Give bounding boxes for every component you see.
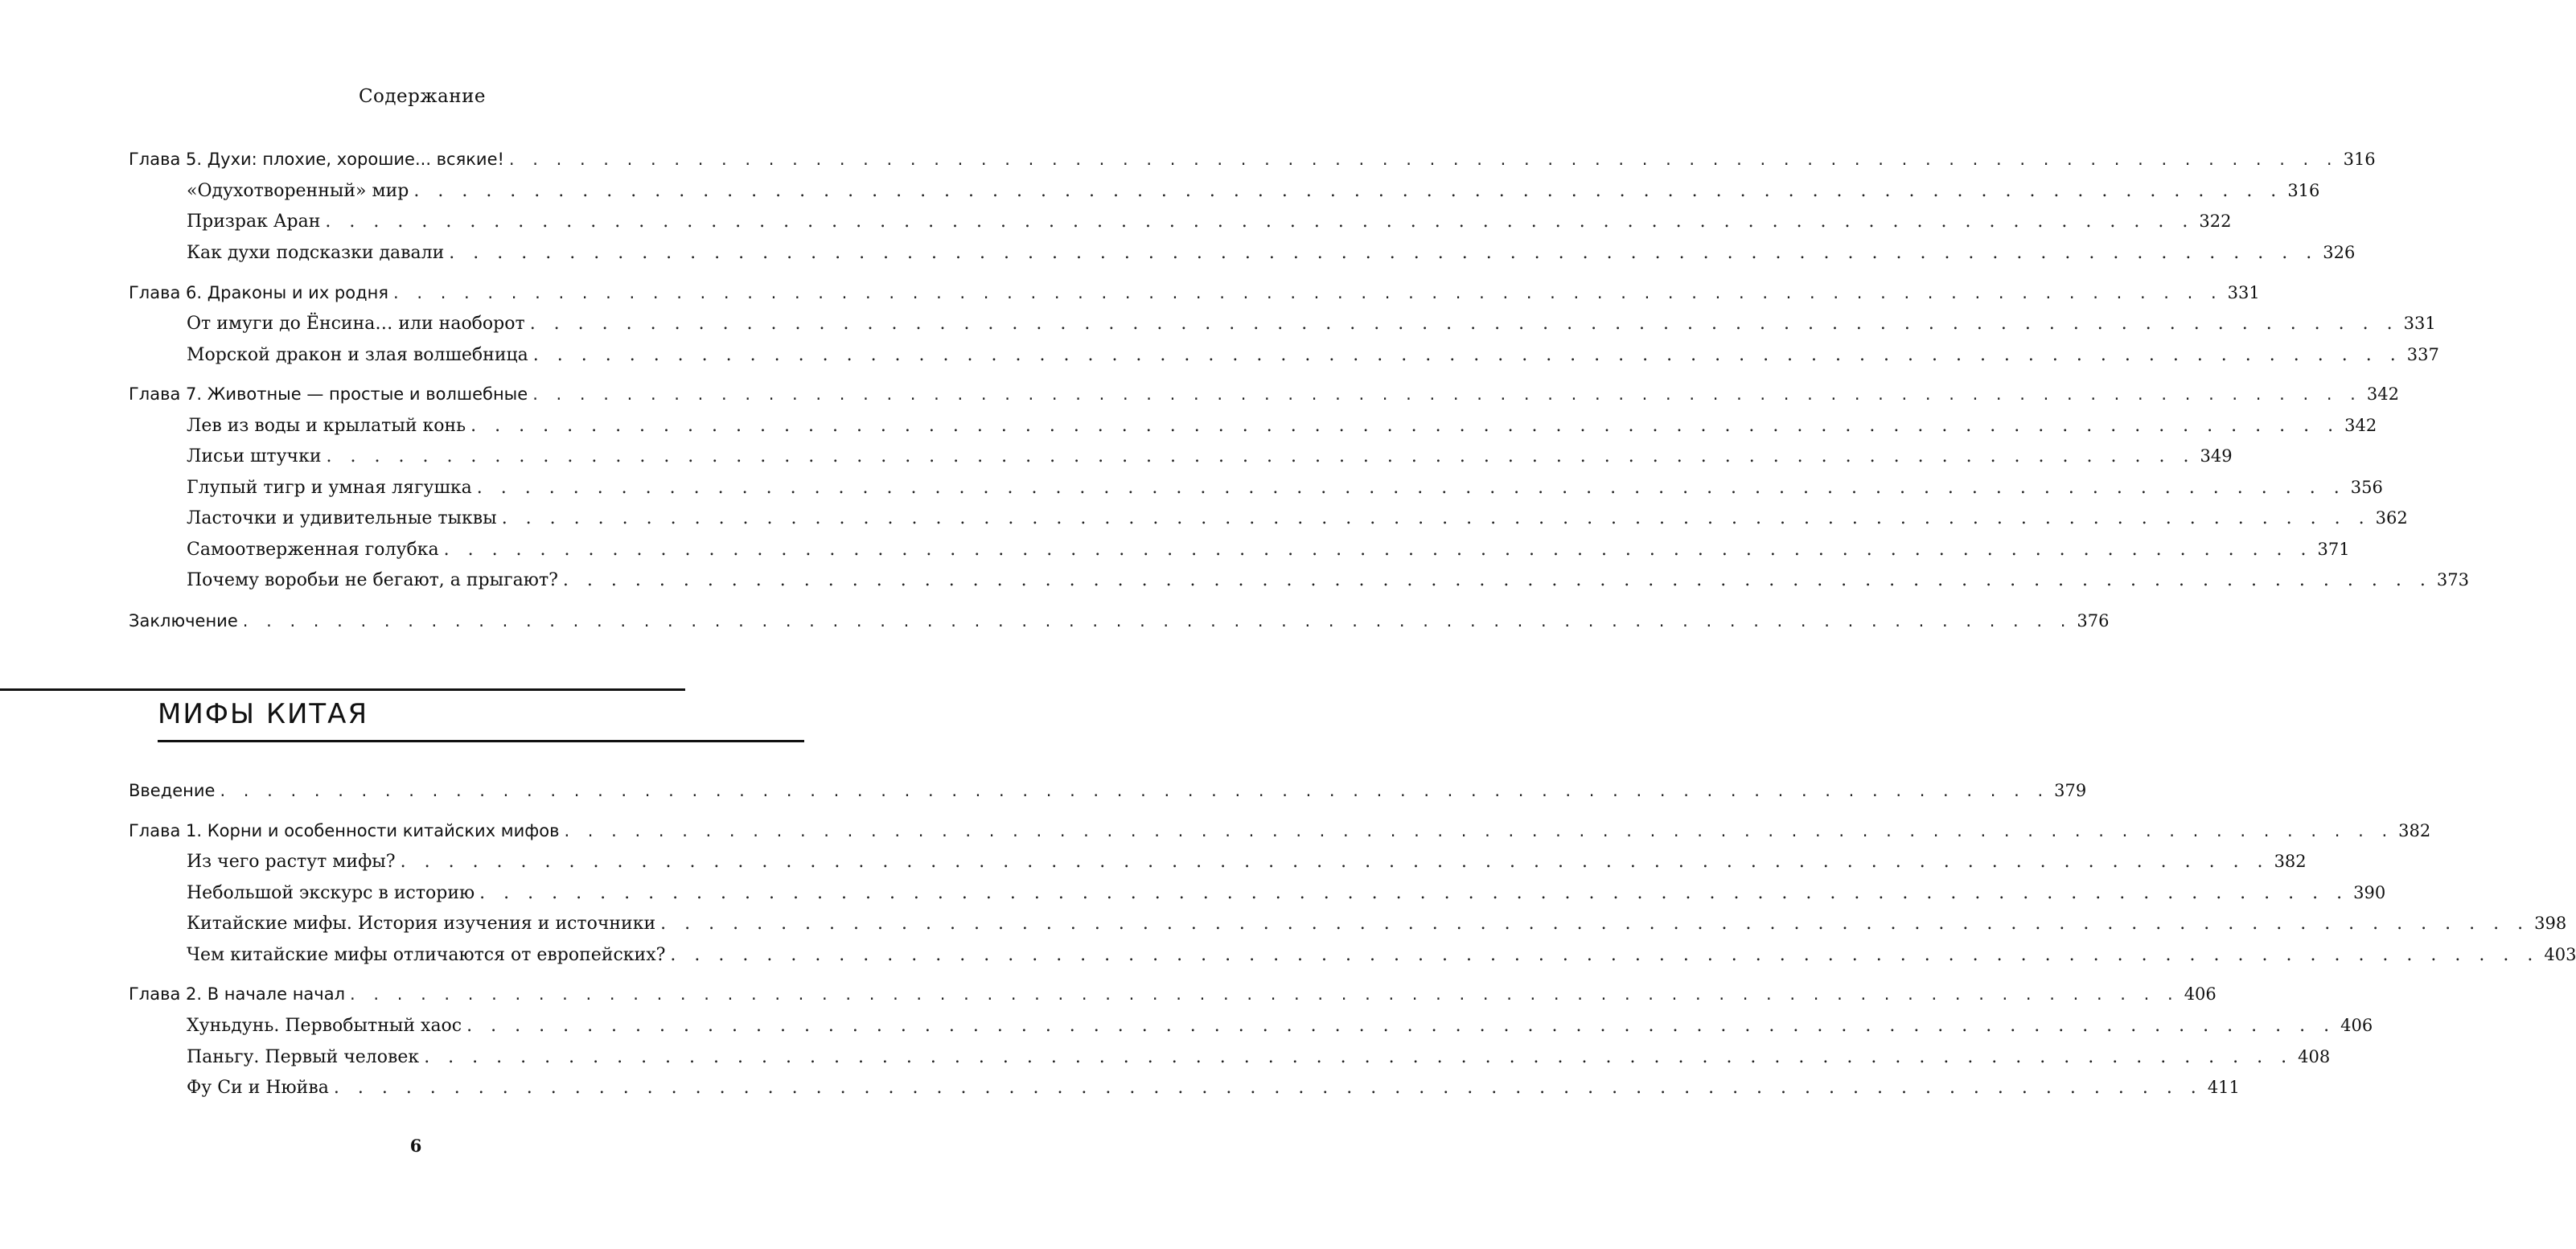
toc-entry-section[interactable]: [129, 570, 2469, 594]
toc-entry-title: Небольшой экскурс в историю: [187, 883, 475, 903]
running-head: Содержание: [358, 86, 487, 107]
dot-leader: [350, 984, 2180, 1004]
toc-entry-page: 349: [2200, 446, 2233, 466]
dot-leader: [413, 181, 2282, 201]
toc-entry-title: Чем китайские мифы отличаются от европейских?: [187, 945, 666, 965]
toc-entry-page: 316: [2287, 181, 2320, 200]
dot-leader: [401, 852, 2270, 872]
toc-entry-page: 342: [2366, 384, 2399, 404]
toc-entry-page: 371: [2317, 540, 2350, 559]
toc-entry-section[interactable]: [129, 945, 2576, 969]
toc-entry-title: Из чего растут мифы?: [187, 852, 396, 872]
toc-entry-page: 398: [2534, 914, 2567, 933]
toc-entry-title: Лев из воды и крылатый конь: [187, 416, 466, 436]
dot-leader: [530, 314, 2399, 334]
toc-entry-section[interactable]: [129, 914, 2567, 938]
toc-entry-title: Почему воробьи не бегают, а прыгают?: [187, 570, 558, 590]
section-rule-top: [0, 688, 685, 691]
toc-entry-page: 408: [2298, 1047, 2331, 1066]
toc-entry-page: 390: [2353, 883, 2386, 902]
dot-leader: [424, 1047, 2293, 1067]
toc-entry-page: 326: [2323, 243, 2356, 262]
toc-entry-chapter[interactable]: [129, 984, 2217, 1009]
toc-entry-page: 406: [2340, 1016, 2373, 1035]
toc-entry-page: 356: [2350, 478, 2383, 497]
toc-entry-title: Самоотверженная голубка: [187, 540, 439, 560]
toc-entry-chapter[interactable]: [129, 384, 2399, 409]
toc-entry-page: 337: [2406, 345, 2439, 364]
dot-leader: [660, 914, 2529, 934]
toc-entry-chapter[interactable]: [129, 150, 2376, 174]
toc-entry-page: 382: [2398, 821, 2431, 840]
toc-entry-title: Заключение: [129, 611, 238, 631]
dot-leader: [563, 570, 2432, 590]
toc-entry-section[interactable]: [129, 852, 2307, 876]
dot-leader: [564, 821, 2393, 840]
toc-entry-section[interactable]: [129, 1078, 2240, 1102]
toc-entry-chapter[interactable]: [129, 821, 2431, 845]
dot-leader: [466, 1016, 2336, 1036]
dot-leader: [243, 611, 2073, 631]
toc-entry-section[interactable]: [129, 1016, 2373, 1040]
toc-entry-page: 316: [2343, 150, 2376, 169]
dot-leader: [479, 883, 2348, 903]
toc-entry-title: Морской дракон и злая волшебница: [187, 345, 528, 365]
toc-entry-section[interactable]: [129, 212, 2232, 236]
toc-entry-section[interactable]: [129, 1047, 2331, 1071]
dot-leader: [334, 1078, 2203, 1098]
toc-entry-title: Лисьи штучки: [187, 446, 322, 466]
toc-entry-section[interactable]: [129, 446, 2233, 470]
toc-entry-title: Глава 2. В начале начал: [129, 984, 346, 1004]
dot-leader: [533, 345, 2402, 365]
toc-entry-title: Хуньдунь. Первобытный хаос: [187, 1016, 462, 1036]
page-number: 6: [409, 1136, 422, 1156]
dot-leader: [502, 508, 2371, 528]
dot-leader: [449, 243, 2318, 263]
toc-entry-page: 411: [2207, 1078, 2240, 1097]
toc-entry-section[interactable]: [129, 314, 2436, 338]
toc-entry-title: Китайские мифы. История изучения и источники: [187, 914, 656, 934]
dot-leader: [477, 478, 2346, 498]
toc-entry-title: От имуги до Ёнсина… или наоборот: [187, 314, 525, 334]
toc-entry-section[interactable]: [129, 345, 2439, 369]
toc-entry-title: «Одухотворенный» мир: [187, 181, 409, 201]
toc-entry-title: Паньгу. Первый человек: [187, 1047, 420, 1067]
dot-leader: [220, 781, 2049, 800]
dot-leader: [670, 945, 2539, 965]
toc-entry-title: Ласточки и удивительные тыквы: [187, 508, 497, 528]
toc-entry-chapter[interactable]: [129, 283, 2260, 307]
toc-entry-chapter[interactable]: [129, 611, 2110, 635]
toc-entry-title: Фу Си и Нюйва: [187, 1078, 329, 1098]
toc-entry-section[interactable]: [129, 883, 2386, 907]
toc-entry-section[interactable]: [129, 243, 2356, 267]
toc-entry-section[interactable]: [129, 181, 2320, 205]
toc-entry-page: 331: [2227, 283, 2260, 302]
dot-leader: [325, 212, 2194, 232]
toc-entry-page: 331: [2403, 314, 2436, 333]
toc-entry-chapter[interactable]: [129, 781, 2087, 805]
toc-entry-title: Как духи подсказки давали: [187, 243, 445, 263]
toc-entry-page: 362: [2375, 508, 2408, 528]
toc-entry-section[interactable]: [129, 416, 2377, 440]
toc-entry-title: Глава 5. Духи: плохие, хорошие... всякие!: [129, 150, 504, 169]
dot-leader: [393, 283, 2223, 302]
toc-entry-section[interactable]: [129, 478, 2383, 502]
toc-entry-title: Призрак Аран: [187, 212, 321, 232]
toc-entry-section[interactable]: [129, 508, 2408, 532]
toc-entry-page: 403: [2544, 945, 2576, 964]
dot-leader: [444, 540, 2313, 560]
toc-entry-section[interactable]: [129, 540, 2350, 564]
toc-entry-page: 373: [2436, 570, 2469, 590]
toc-entry-page: 379: [2054, 781, 2087, 800]
dot-leader: [327, 446, 2196, 466]
toc-entry-page: 342: [2344, 416, 2377, 435]
toc-entry-title: Глава 6. Драконы и их родня: [129, 283, 388, 302]
toc-entry-page: 322: [2199, 212, 2232, 231]
toc-entry-page: 406: [2184, 984, 2217, 1004]
dot-leader: [509, 150, 2339, 169]
toc-entry-title: Глупый тигр и умная лягушка: [187, 478, 472, 498]
toc-entry-title: Глава 1. Корни и особенности китайских мифов: [129, 821, 560, 840]
toc-entry-title: Глава 7. Животные — простые и волшебные: [129, 384, 528, 404]
dot-leader: [532, 384, 2362, 404]
toc-entry-page: 382: [2274, 852, 2307, 871]
section-title: МИФЫ КИТАЯ: [158, 698, 369, 730]
dot-leader: [470, 416, 2340, 436]
toc-entry-title: Введение: [129, 781, 216, 800]
section-rule-bottom: [158, 740, 804, 742]
toc-entry-page: 376: [2077, 611, 2110, 631]
